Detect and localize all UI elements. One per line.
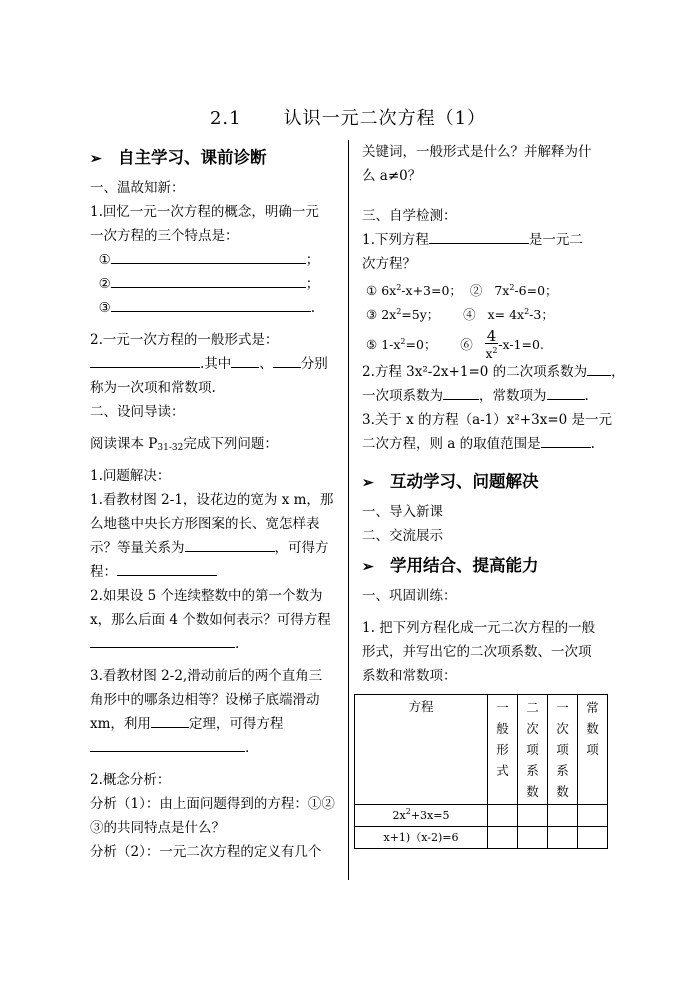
part-2-heading: 二、设问导读： (90, 404, 185, 420)
answer-cell[interactable] (548, 827, 578, 849)
section-heading-3: ➢ 学用结合、提高能力 (362, 548, 610, 584)
answer-blank[interactable] (443, 385, 479, 400)
part-3-heading: 三、自学检测： (362, 208, 457, 224)
table-row (355, 827, 608, 849)
answer-cell[interactable] (518, 827, 548, 849)
answer-blank[interactable] (273, 353, 301, 368)
left-column (90, 140, 340, 864)
answer-cell[interactable] (548, 805, 578, 827)
task-1-b: 形式，并写出它的二次项系数、一次项 (362, 644, 592, 660)
problem-2-b: x，那么后面 4 个数如何表示？可得方程 (90, 612, 331, 628)
header-general-form: 一 般 形 式 (488, 695, 518, 805)
check-2-b: 一次项系数为 ，常数项为 . (362, 384, 610, 408)
exchange-show: 二、交流展示 (362, 528, 443, 544)
header-quadratic-coef: 二 次 项 系 数 (518, 695, 548, 805)
answer-cell[interactable] (488, 827, 518, 849)
section-heading-2: ➢ 互动学习、问题解决 (362, 464, 610, 500)
fraction: $\frac{4}{x^2}$ (485, 327, 498, 361)
task-1-a: 1. 把下列方程化成一元二次方程的一般 (362, 620, 596, 636)
q2-line-a: 2.一元一次方程的一般形式是： (90, 332, 279, 348)
consolidation-heading: 一、巩固训练： (362, 588, 457, 604)
table-header-row (355, 695, 608, 805)
analysis-1-a: 分析（1）：由上面问题得到的方程：①② (90, 796, 335, 812)
equation-cell: $2x^2+3x=5$ (355, 805, 488, 827)
equation-row-2: ③ $2x^2=5y$； ④ $x= 4x^2-3$； (365, 307, 554, 322)
analysis-2-b: 关键词，一般形式是什么？并解释为什 (362, 144, 592, 160)
problem-1-c: 示？等量关系为 ，可得方 (90, 536, 340, 560)
coefficient-table (354, 694, 608, 849)
concept-heading: 2.概念分析： (90, 772, 171, 788)
check-2-a: 2.方程 3x²-2x+1=0 的二次项系数为 ， (362, 360, 610, 384)
import-lesson: 一、导入新课 (362, 504, 443, 520)
header-constant: 常 数 项 (578, 695, 608, 805)
check-3-b: 二次方程，则 a 的取值范围是 . (362, 432, 610, 456)
answer-cell[interactable] (518, 805, 548, 827)
problem-1-b: 么地毯中央长方形图案的长、宽怎样表 (90, 516, 320, 532)
answer-blank[interactable] (111, 273, 306, 288)
problem-heading: 1.问题解决： (90, 468, 171, 484)
problem-1-d: 程： (90, 560, 340, 584)
check-1-b: 次方程？ (362, 256, 416, 272)
problem-1-a: 1.看教材图 2-1，设花边的宽为 x m，那 (90, 492, 334, 508)
answer-blank[interactable] (429, 229, 529, 244)
header-linear-coef: 一 次 项 系 数 (548, 695, 578, 805)
problem-2-a: 2.如果设 5 个连续整数中的第一个数为 (90, 588, 323, 604)
equation-row-3: ⑤ $1-x^2=0$； ⑥ $\frac{4}{x^2}$ -x-1=0. (365, 327, 544, 361)
problem-3-d: . (90, 736, 340, 760)
page-title (0, 104, 696, 130)
equation-cell: x+1)（x-2)=6 (355, 827, 488, 849)
answer-blank[interactable] (111, 297, 311, 312)
problem-3-b: 角形中的哪条边相等？设梯子底端滑动 (90, 692, 320, 708)
reading-instruction: 阅读课本 $P_{31-32}$完成下列问题： (90, 436, 278, 453)
answer-blank[interactable] (185, 537, 275, 552)
answer-cell[interactable] (488, 805, 518, 827)
right-column (362, 140, 625, 849)
q2-line-c: 称为一次项和常数项. (90, 380, 216, 396)
problem-2-c: . (90, 632, 340, 656)
blank-2: ② ； (90, 272, 340, 296)
header-equation: 方程 (355, 695, 488, 805)
analysis-1-b: ③的共同特点是什么？ (90, 820, 225, 836)
arrow-icon: ➢ (362, 559, 374, 575)
arrow-icon: ➢ (90, 151, 102, 167)
part-1-heading: 一、温故知新： (90, 180, 185, 196)
section-number: 2.1 (209, 108, 242, 129)
analysis-2-a: 分析（2）：一元二次方程的定义有几个 (90, 844, 322, 860)
answer-blank[interactable] (90, 633, 235, 648)
answer-blank[interactable] (541, 433, 591, 448)
answer-cell[interactable] (578, 805, 608, 827)
q1-line-a: 1.回忆一元一次方程的概念，明确一元 (90, 204, 319, 220)
answer-blank[interactable] (547, 385, 585, 400)
equation-row-1: ① $6x^2-x+3=0$； ② $7x^2-6=0$； (365, 283, 558, 298)
answer-blank[interactable] (111, 249, 306, 264)
task-1-c: 系数和常数项： (362, 668, 457, 684)
problem-3-a: 3.看教材图 2-2,滑动前后的两个直角三 (90, 668, 323, 684)
check-3-a: 3.关于 x 的方程（a-1）x²+3x=0 是一元 (362, 412, 613, 428)
table-row (355, 805, 608, 827)
arrow-icon: ➢ (362, 475, 374, 491)
answer-cell[interactable] (578, 827, 608, 849)
blank-3: ③ . (90, 296, 340, 320)
answer-blank[interactable] (151, 713, 189, 728)
answer-blank[interactable] (117, 561, 217, 576)
q1-line-b: 一次方程的三个特点是： (90, 228, 239, 244)
section-heading-1: ➢ 自主学习、课前诊断 (90, 140, 340, 176)
answer-blank[interactable] (90, 353, 200, 368)
answer-blank[interactable] (587, 361, 611, 376)
problem-3-c: xm，利用 定理，可得方程 (90, 712, 340, 736)
blank-1: ① ； (90, 248, 340, 272)
q2-line-b: .其中 、 分别 (90, 352, 340, 376)
analysis-2-c: 么 a≠0？ (362, 168, 422, 184)
check-1-a: 1.下列方程 是一元二 (362, 228, 610, 252)
title-text: 认识一元二次方程（1） (283, 108, 487, 129)
answer-blank[interactable] (231, 353, 259, 368)
answer-blank[interactable] (90, 737, 245, 752)
